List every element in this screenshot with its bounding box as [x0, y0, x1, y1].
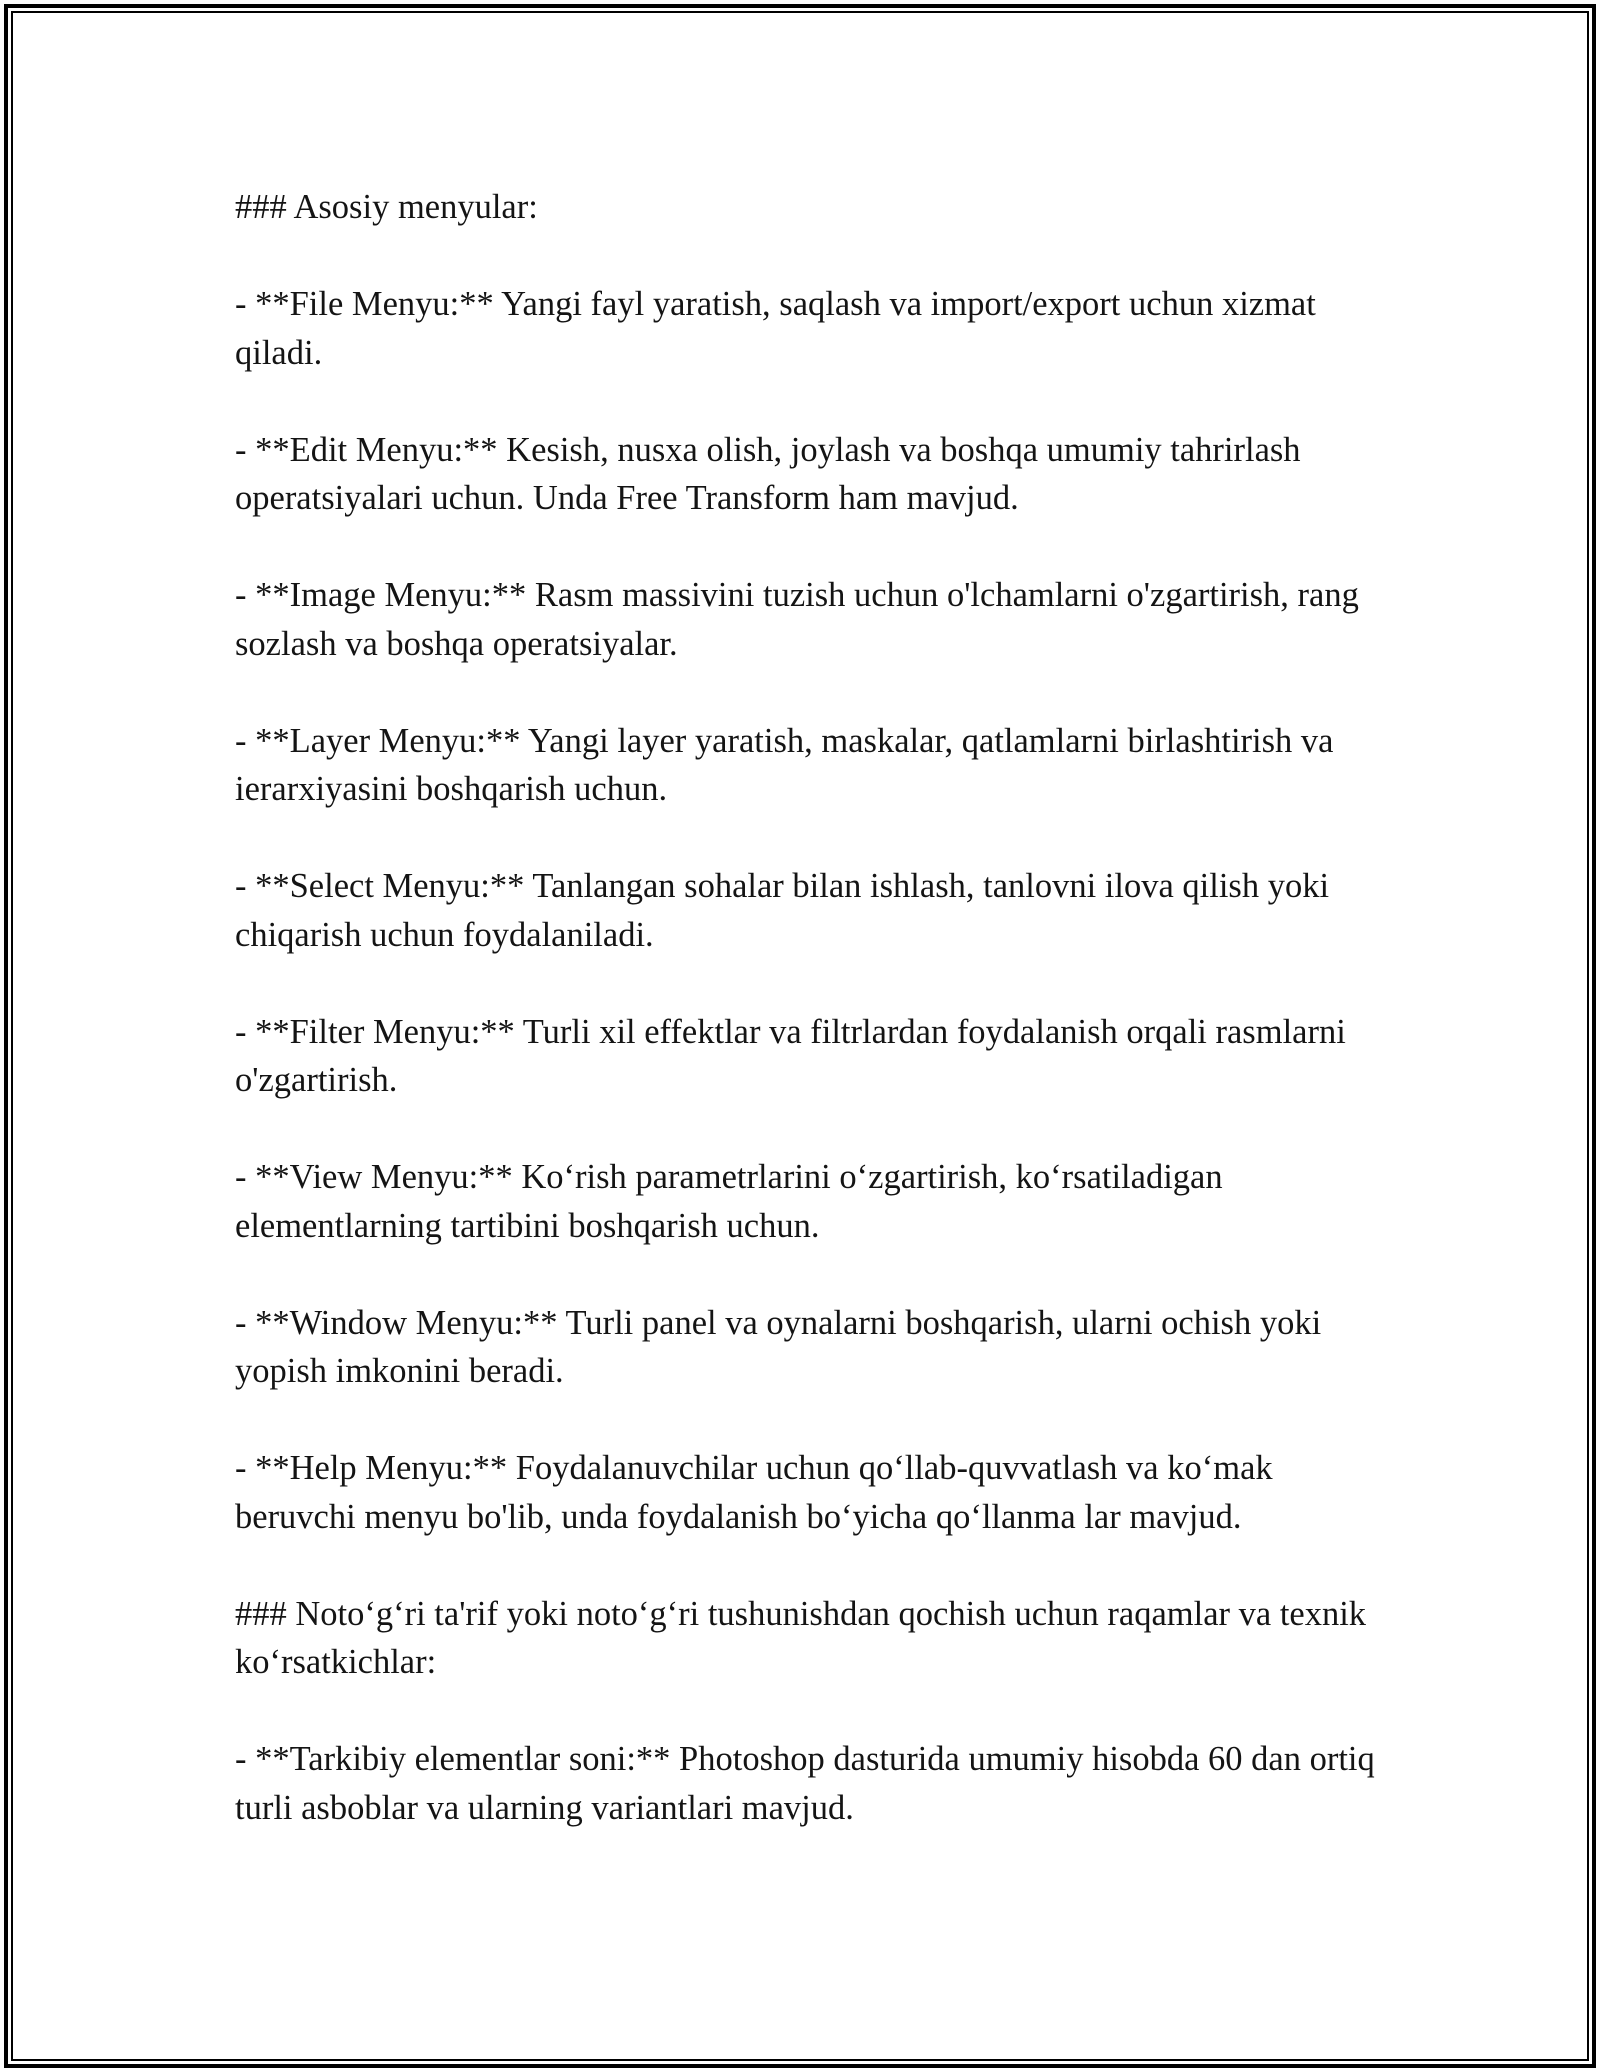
list-item-layer-menu: - **Layer Menyu:** Yangi layer yaratish, maskalar, qatlamlarni birlashtirish va ierarxiyasini boshqarish uchun. [235, 721, 1334, 808]
list-item-element-count: - **Tarkibiy elementlar soni:** Photoshop dasturida umumiy hisobda 60 dan ortiq turli asboblar va ularning variantlari mavjud. [235, 1740, 1375, 1827]
list-item-view-menu: - **View Menyu:** Koʻrish parametrlarini oʻzgartirish, koʻrsatiladigan elementlarning tartibini boshqarish uchun. [235, 1158, 1223, 1245]
list-item-help-menu: - **Help Menyu:** Foydalanuvchilar uchun qoʻllab-quvvatlash va koʻmak beruvchi menyu bo'lib, unda foydalanish boʻyicha qoʻllanma lar mavjud. [235, 1449, 1273, 1536]
list-item-file-menu: - **File Menyu:** Yangi fayl yaratish, saqlash va import/export uchun xizmat qiladi. [235, 285, 1316, 372]
list-item-select-menu: - **Select Menyu:** Tanlangan sohalar bilan ishlash, tanlovni ilova qilish yoki chiqarish uchun foydalaniladi. [235, 867, 1330, 954]
section-heading-figures: ### Notoʻgʻri ta'rif yoki notoʻgʻri tushunishdan qochish uchun raqamlar va texnik koʻrsatkichlar: [235, 1594, 1367, 1681]
list-item-window-menu: - **Window Menyu:** Turli panel va oynalarni boshqarish, ularni ochish yoki yopish imkonini beradi. [235, 1303, 1322, 1390]
list-item-edit-menu: - **Edit Menyu:** Kesish, nusxa olish, joylash va boshqa umumiy tahrirlash operatsiyalari uchun. Unda Free Transform ham mavjud. [235, 430, 1301, 517]
document-body [235, 183, 1385, 1832]
list-item-image-menu: - **Image Menyu:** Rasm massivini tuzish uchun o'lchamlarni o'zgartirish, rang sozlash va boshqa operatsiyalar. [235, 576, 1359, 663]
list-item-filter-menu: - **Filter Menyu:** Turli xil effektlar va filtrlardan foydalanish orqali rasmlarni o'zgartirish. [235, 1012, 1346, 1099]
section-heading-main-menus: ### Asosiy menyular: [235, 188, 538, 226]
